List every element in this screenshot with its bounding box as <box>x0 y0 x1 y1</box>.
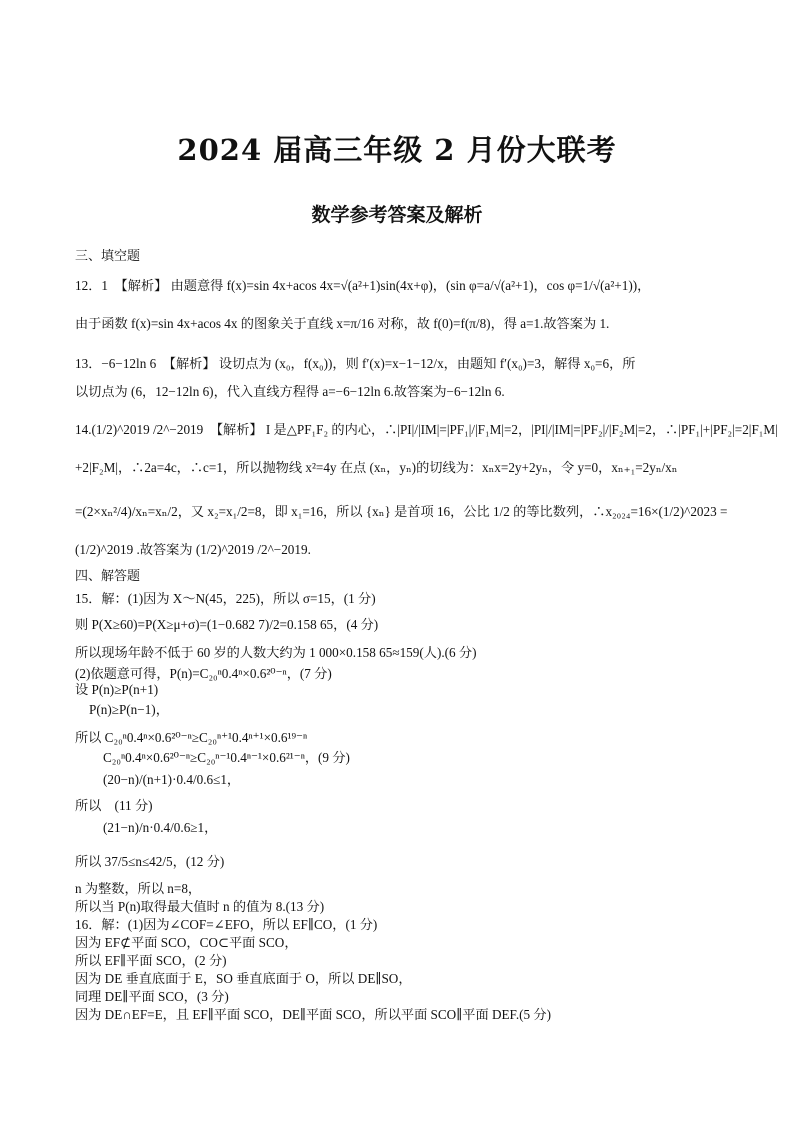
text-line: 由于函数 f(x)=sin 4x+acos 4x 的图象关于直线 x=π/16 对称，故 f(0)=f(π/8)，得 a=1.故答案为 1. <box>75 316 610 331</box>
text-line: (1/2)^2019 .故答案为 (1/2)^2019 /2^−2019. <box>75 542 311 557</box>
brace-system-2 <box>75 728 350 768</box>
text-line: (20−n)/(n+1)·0.4/0.6≤1， <box>103 772 241 787</box>
text-line: 因为 EF⊄平面 SCO，CO⊂平面 SCO， <box>75 935 298 950</box>
text-line: 设 P(n)≥P(n+1) <box>75 682 159 697</box>
text-line: 因为 DE 垂直底面于 E，SO 垂直底面于 O，所以 DE∥SO， <box>75 971 412 986</box>
text-line: 则 P(X≥60)=P(X≥μ+σ)=(1−0.682 7)/2=0.158 65，(4 分) <box>75 617 379 632</box>
text-line: 14.(1/2)^2019 /2^−2019 【解析】 I 是△PF₁F₂ 的内心，∴|PI|/|IM|=|PF₁|/|F₁M|=2，|PI|/|IM|=|PF₂|/|F₂M|=2，∴|PF₁|+|PF₂|=2|F₁M| <box>75 422 778 437</box>
text-line: C₂₀ⁿ0.4ⁿ×0.6²⁰⁻ⁿ≥C₂₀ⁿ⁻¹0.4ⁿ⁻¹×0.6²¹⁻ⁿ，(9 分) <box>103 750 350 765</box>
text-line: +2|F₂M|，∴2a=4c，∴c=1，所以抛物线 x²=4y 在点 (xₙ，yₙ)的切线为：xₙx=2y+2yₙ，令 y=0，xₙ₊₁=2yₙ/xₙ <box>75 460 678 475</box>
text-line: =(2×xₙ²/4)/xₙ=xₙ/2，又 x₂=x₁/2=8，即 x₁=16，所以 {xₙ} 是首项 16，公比 1/2 的等比数列，∴x₂₀₂₄=16×(1/2)^2023 = <box>75 504 728 519</box>
text-line: 15．解：(1)因为 X～N(45，225)，所以 σ=15，(1 分) <box>75 591 376 606</box>
section-heading-answer: 四、解答题 <box>75 569 141 584</box>
text-line: (21−n)/n·0.4/0.6≥1， <box>103 820 218 835</box>
brace-system-1 <box>75 680 169 720</box>
section-heading-fill-blank: 三、填空题 <box>75 249 141 264</box>
page-title: 2024 届高三年级 2 月份大联考 <box>177 133 617 167</box>
text-line: 所以现场年龄不低于 60 岁的人数大约为 1 000×0.158 65≈159(人).(6 分) <box>75 645 477 660</box>
text-line: 所以当 P(n)取得最大值时 n 的值为 8.(13 分) <box>75 899 325 914</box>
text-line: 同理 DE∥平面 SCO，(3 分) <box>75 989 229 1004</box>
text-line: 13．−6−12ln 6 【解析】 设切点为 (x₀，f(x₀))，则 f′(x)=x−1−12/x，由题知 f′(x₀)=3，解得 x₀=6，所 <box>75 356 636 371</box>
text-line: 12．1 【解析】 由题意得 f(x)=sin 4x+acos 4x=√(a²+1)sin(4x+φ)，(sin φ=a/√(a²+1)，cos φ=1/√(a²+1))， <box>75 278 651 293</box>
text-line: 所以 C₂₀ⁿ0.4ⁿ×0.6²⁰⁻ⁿ≥C₂₀ⁿ⁺¹0.4ⁿ⁺¹×0.6¹⁹⁻ⁿ <box>75 730 308 745</box>
page-subtitle: 数学参考答案及解析 <box>311 204 483 226</box>
text-line: P(n)≥P(n−1)， <box>89 702 169 717</box>
text-line: 所以 (11 分) <box>75 798 153 813</box>
text-line: 以切点为 (6，12−12ln 6)，代入直线方程得 a=−6−12ln 6.故答案为−6−12ln 6. <box>75 384 505 399</box>
text-line: 所以 37/5≤n≤42/5，(12 分) <box>75 854 225 869</box>
text-line: 因为 DE∩EF=E，且 EF∥平面 SCO，DE∥平面 SCO，所以平面 SCO∥平面 DEF.(5 分) <box>75 1007 551 1022</box>
text-line: (2)依题意可得，P(n)=C₂₀ⁿ0.4ⁿ×0.6²⁰⁻ⁿ，(7 分) <box>75 666 332 681</box>
text-line: 16．解：(1)因为∠COF=∠EFO，所以 EF∥CO，(1 分) <box>75 917 378 932</box>
text-line: 所以 EF∥平面 SCO，(2 分) <box>75 953 227 968</box>
text-line: n 为整数，所以 n=8， <box>75 881 202 896</box>
